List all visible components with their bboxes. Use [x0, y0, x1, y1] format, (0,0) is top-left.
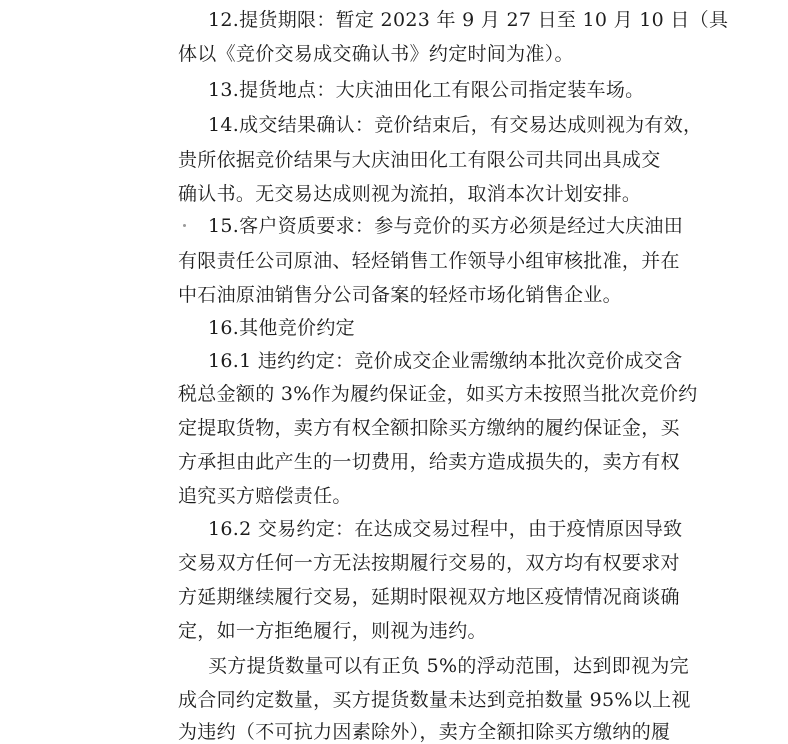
quantity-paragraph-line-3: 为违约（不可抗力因素除外），卖方全额扣除买方缴纳的履 — [178, 721, 671, 743]
clause-16-heading: 16.其他竞价约定 — [208, 317, 355, 339]
clause-16-1-line-3: 定提取货物，卖方有权全额扣除买方缴纳的履约保证金，买 — [178, 417, 680, 439]
clause-12-line-1: 12.提货期限：暂定 2023 年 9 月 27 日至 10 月 10 日（具 — [208, 9, 729, 31]
clause-15-line-1: 15.客户资质要求：参与竞价的买方必须是经过大庆油田 — [208, 215, 684, 237]
clause-16-1-line-4: 方承担由此产生的一切费用，给卖方造成损失的，卖方有权 — [178, 451, 680, 473]
clause-13-line-1: 13.提货地点：大庆油田化工有限公司指定装车场。 — [208, 79, 645, 101]
clause-16-2-line-3: 方延期继续履行交易，延期时限视双方地区疫情情况商谈确 — [178, 586, 680, 608]
clause-16-2-line-2: 交易双方任何一方无法按期履行交易的，双方均有权要求对 — [178, 552, 680, 574]
clause-14-line-2: 贵所依据竞价结果与大庆油田化工有限公司共同出具成交 — [178, 149, 661, 171]
clause-16-1-line-1: 16.1 违约约定：竞价成交企业需缴纳本批次竞价成交含 — [208, 350, 683, 372]
clause-15-line-2: 有限责任公司原油、轻烃销售工作领导小组审核批准，并在 — [178, 250, 680, 272]
quantity-paragraph-line-2: 成合同约定数量，买方提货数量未达到竞拍数量 95%以上视 — [178, 689, 691, 711]
clause-15-line-3: 中石油原油销售分公司备案的轻烃市场化销售企业。 — [178, 284, 622, 306]
clause-14-line-1: 14.成交结果确认：竞价结束后，有交易达成则视为有效， — [208, 114, 703, 136]
quantity-paragraph-line-1: 买方提货数量可以有正负 5%的浮动范围，达到即视为完 — [208, 655, 689, 677]
clause-16-1-line-5: 追究买方赔偿责任。 — [178, 485, 352, 507]
clause-16-2-line-4: 定，如一方拒绝履行，则视为违约。 — [178, 620, 487, 642]
clause-16-2-line-1: 16.2 交易约定：在达成交易过程中，由于疫情原因导致 — [208, 518, 683, 540]
clause-14-line-3: 确认书。无交易达成则视为流拍，取消本次计划安排。 — [178, 183, 642, 205]
clause-16-1-line-2: 税总金额的 3%作为履约保证金，如买方未按照当批次竞价约 — [178, 383, 698, 405]
scan-speck — [183, 224, 186, 227]
clause-12-line-2: 体以《竞价交易成交确认书》约定时间为准）。 — [178, 43, 574, 65]
